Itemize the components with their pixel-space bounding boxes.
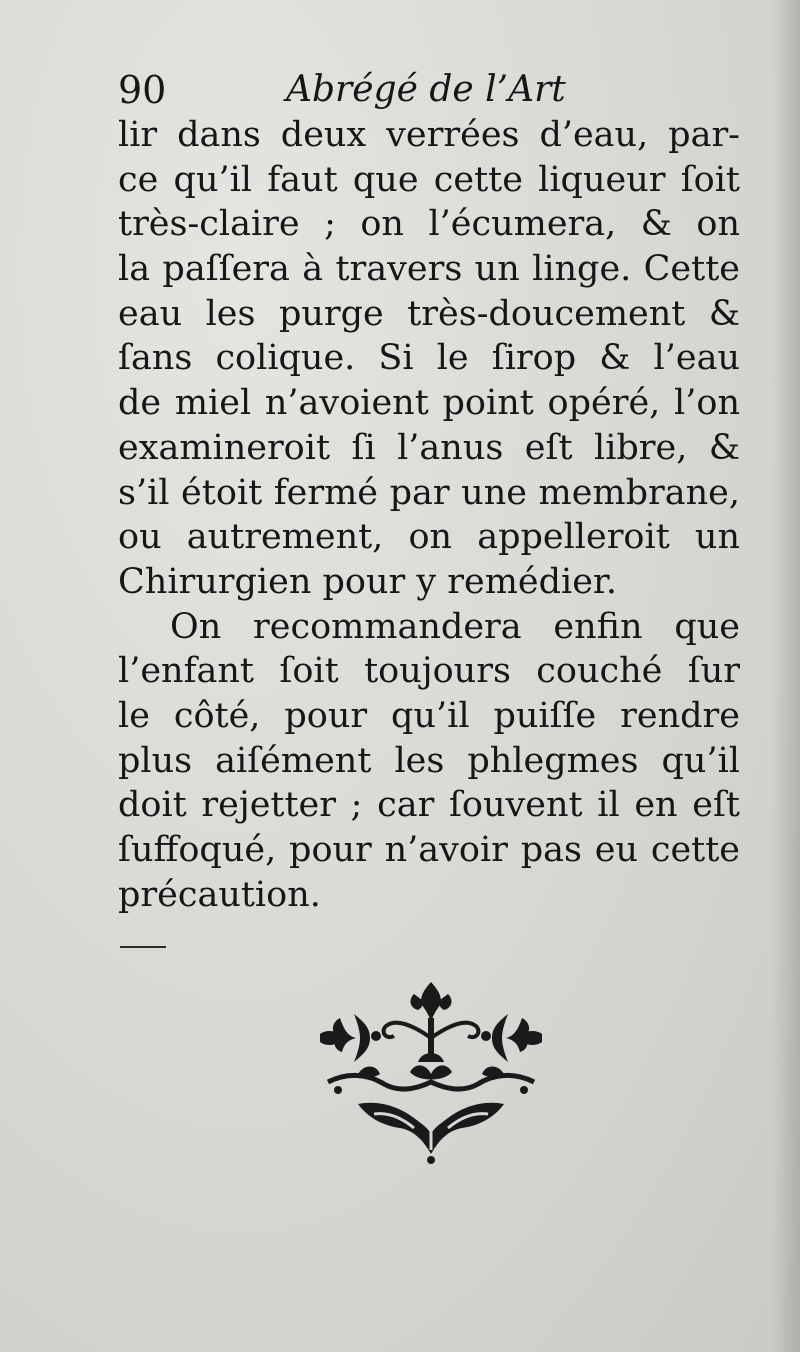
text-line: ce qu’il faut que cette liqueur ſoit bbox=[118, 159, 740, 200]
text-line: ſuffoqué, pour n’avoir pas eu cette bbox=[118, 830, 740, 870]
page-number: 90 bbox=[118, 68, 167, 112]
text-line: examineroit ſi l’anus eſt libre, & bbox=[118, 427, 740, 468]
fleuron-ornament-icon bbox=[318, 978, 544, 1164]
paragraph-end-line: Chirurgien pour y remédier. bbox=[118, 561, 617, 602]
text-line: la paſſera à travers un linge. Cette bbox=[118, 249, 740, 290]
text-line: doit rejetter ; car ſouvent il en eſt bbox=[118, 785, 740, 826]
text-line: le côté, pour qu’il puiſſe rendre bbox=[118, 695, 740, 736]
short-rule-icon bbox=[120, 946, 166, 948]
text-line: eau les purge très-doucement & bbox=[118, 293, 740, 334]
body-text bbox=[118, 113, 740, 917]
running-title: Abrégé de l’Art bbox=[286, 69, 566, 110]
text-line: s’il étoit fermé par une membrane, bbox=[118, 472, 740, 513]
paragraph-end-line: précaution. bbox=[118, 874, 321, 915]
text-line: très-claire ; on l’écumera, & on bbox=[118, 204, 740, 245]
paragraph-start-line: On recommandera enfin que bbox=[170, 606, 740, 647]
text-line: de miel n’avoient point opéré, l’on bbox=[118, 383, 740, 424]
text-line: lir dans deux verrées d’eau, par- bbox=[118, 115, 740, 155]
text-line: ſans colique. Si le ſirop & l’eau bbox=[118, 338, 740, 379]
text-line: l’enfant ſoit toujours couché ſur bbox=[118, 651, 740, 692]
text-line: ou autrement, on appelleroit un bbox=[118, 517, 740, 558]
page-header bbox=[118, 66, 758, 116]
text-line: plus aiſément les phlegmes qu’il bbox=[118, 740, 740, 781]
